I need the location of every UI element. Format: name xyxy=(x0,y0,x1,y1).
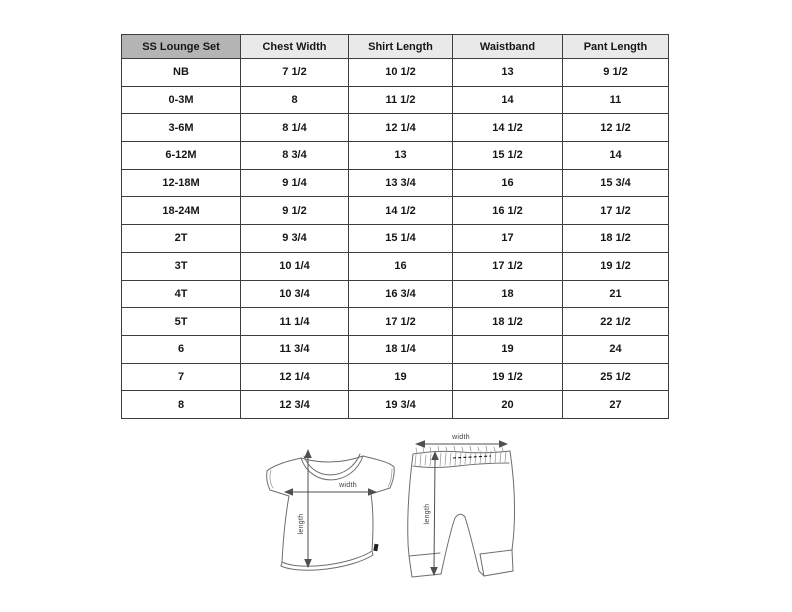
table-row xyxy=(122,225,669,253)
measurement-cell: 13 xyxy=(349,142,453,170)
measurement-cell: 16 1/2 xyxy=(453,197,563,225)
shirt-length-label: length xyxy=(298,513,305,535)
shirt-tag-icon xyxy=(373,544,378,552)
measurement-cell: 12 1/4 xyxy=(349,114,453,142)
measurement-cell: 12 1/4 xyxy=(241,363,349,391)
size-label-cell: 7 xyxy=(122,363,241,391)
measurement-cell: 10 1/2 xyxy=(349,59,453,87)
measurement-cell: 19 1/2 xyxy=(563,252,669,280)
measurement-cell: 18 1/2 xyxy=(453,308,563,336)
pants-length-label: length xyxy=(424,503,431,525)
pants-width-label: width xyxy=(452,434,470,441)
measurement-cell: 17 1/2 xyxy=(453,252,563,280)
measurement-cell: 11 1/2 xyxy=(349,86,453,114)
measurement-cell: 8 xyxy=(241,86,349,114)
table-row xyxy=(122,308,669,336)
measurement-cell: 20 xyxy=(453,391,563,419)
measurement-cell: 24 xyxy=(563,335,669,363)
table-row xyxy=(122,280,669,308)
table-row xyxy=(122,197,669,225)
measurement-cell: 10 3/4 xyxy=(241,280,349,308)
size-label-cell: 3T xyxy=(122,252,241,280)
column-header-pant-length: Pant Length xyxy=(563,35,669,59)
size-label-cell: 6 xyxy=(122,335,241,363)
measurement-cell: 19 1/2 xyxy=(453,363,563,391)
measurement-cell: 15 1/4 xyxy=(349,225,453,253)
measurement-cell: 17 xyxy=(453,225,563,253)
pants-length-arrow-icon xyxy=(424,451,439,576)
shirt-diagram xyxy=(255,443,405,603)
measurement-cell: 8 3/4 xyxy=(241,142,349,170)
measurement-cell: 17 1/2 xyxy=(563,197,669,225)
size-chart xyxy=(121,34,669,419)
measurement-cell: 25 1/2 xyxy=(563,363,669,391)
measurement-cell: 22 1/2 xyxy=(563,308,669,336)
measurement-cell: 14 1/2 xyxy=(453,114,563,142)
size-label-cell: 2T xyxy=(122,225,241,253)
measurement-cell: 27 xyxy=(563,391,669,419)
size-chart-table xyxy=(121,34,669,419)
measurement-cell: 14 1/2 xyxy=(349,197,453,225)
header-row xyxy=(122,35,669,59)
column-header-chest-width: Chest Width xyxy=(241,35,349,59)
measurement-cell: 16 xyxy=(453,169,563,197)
measurement-cell: 9 1/4 xyxy=(241,169,349,197)
measurement-cell: 19 xyxy=(453,335,563,363)
table-row xyxy=(122,169,669,197)
measurement-cell: 14 xyxy=(453,86,563,114)
table-row xyxy=(122,252,669,280)
measurement-cell: 12 1/2 xyxy=(563,114,669,142)
shirt-width-label: width xyxy=(339,482,357,489)
measurement-cell: 9 1/2 xyxy=(241,197,349,225)
table-row xyxy=(122,59,669,87)
table-row xyxy=(122,86,669,114)
shirt-outline-icon xyxy=(267,454,395,570)
table-row xyxy=(122,335,669,363)
measurement-cell: 21 xyxy=(563,280,669,308)
table-body xyxy=(122,59,669,419)
size-label-cell: 18-24M xyxy=(122,197,241,225)
measurement-cell: 16 3/4 xyxy=(349,280,453,308)
measurement-cell: 18 1/4 xyxy=(349,335,453,363)
column-header-set-name: SS Lounge Set xyxy=(122,35,241,59)
table-row xyxy=(122,363,669,391)
column-header-waistband: Waistband xyxy=(453,35,563,59)
measurement-cell: 19 3/4 xyxy=(349,391,453,419)
measurement-cell: 16 xyxy=(349,252,453,280)
measurement-cell: 9 1/2 xyxy=(563,59,669,87)
measurement-cell: 9 3/4 xyxy=(241,225,349,253)
measurement-cell: 17 1/2 xyxy=(349,308,453,336)
size-label-cell: 3-6M xyxy=(122,114,241,142)
pants-diagram xyxy=(403,430,523,590)
measurement-cell: 18 xyxy=(453,280,563,308)
size-label-cell: 6-12M xyxy=(122,142,241,170)
shirt-width-arrow-icon xyxy=(284,482,377,496)
size-label-cell: 8 xyxy=(122,391,241,419)
table-row xyxy=(122,142,669,170)
size-label-cell: 4T xyxy=(122,280,241,308)
measurement-cell: 13 3/4 xyxy=(349,169,453,197)
size-label-cell: NB xyxy=(122,59,241,87)
measurement-cell: 11 1/4 xyxy=(241,308,349,336)
column-header-shirt-length: Shirt Length xyxy=(349,35,453,59)
measurement-cell: 14 xyxy=(563,142,669,170)
measurement-cell: 19 xyxy=(349,363,453,391)
measurement-cell: 11 3/4 xyxy=(241,335,349,363)
table-row xyxy=(122,391,669,419)
measurement-cell: 15 1/2 xyxy=(453,142,563,170)
measurement-cell: 7 1/2 xyxy=(241,59,349,87)
measurement-cell: 12 3/4 xyxy=(241,391,349,419)
measurement-cell: 15 3/4 xyxy=(563,169,669,197)
table-row xyxy=(122,114,669,142)
pants-width-arrow-icon xyxy=(415,434,508,448)
size-label-cell: 5T xyxy=(122,308,241,336)
measurement-cell: 10 1/4 xyxy=(241,252,349,280)
measurement-cell: 18 1/2 xyxy=(563,225,669,253)
measurement-cell: 13 xyxy=(453,59,563,87)
size-label-cell: 12-18M xyxy=(122,169,241,197)
measurement-cell: 8 1/4 xyxy=(241,114,349,142)
measurement-cell: 11 xyxy=(563,86,669,114)
size-label-cell: 0-3M xyxy=(122,86,241,114)
